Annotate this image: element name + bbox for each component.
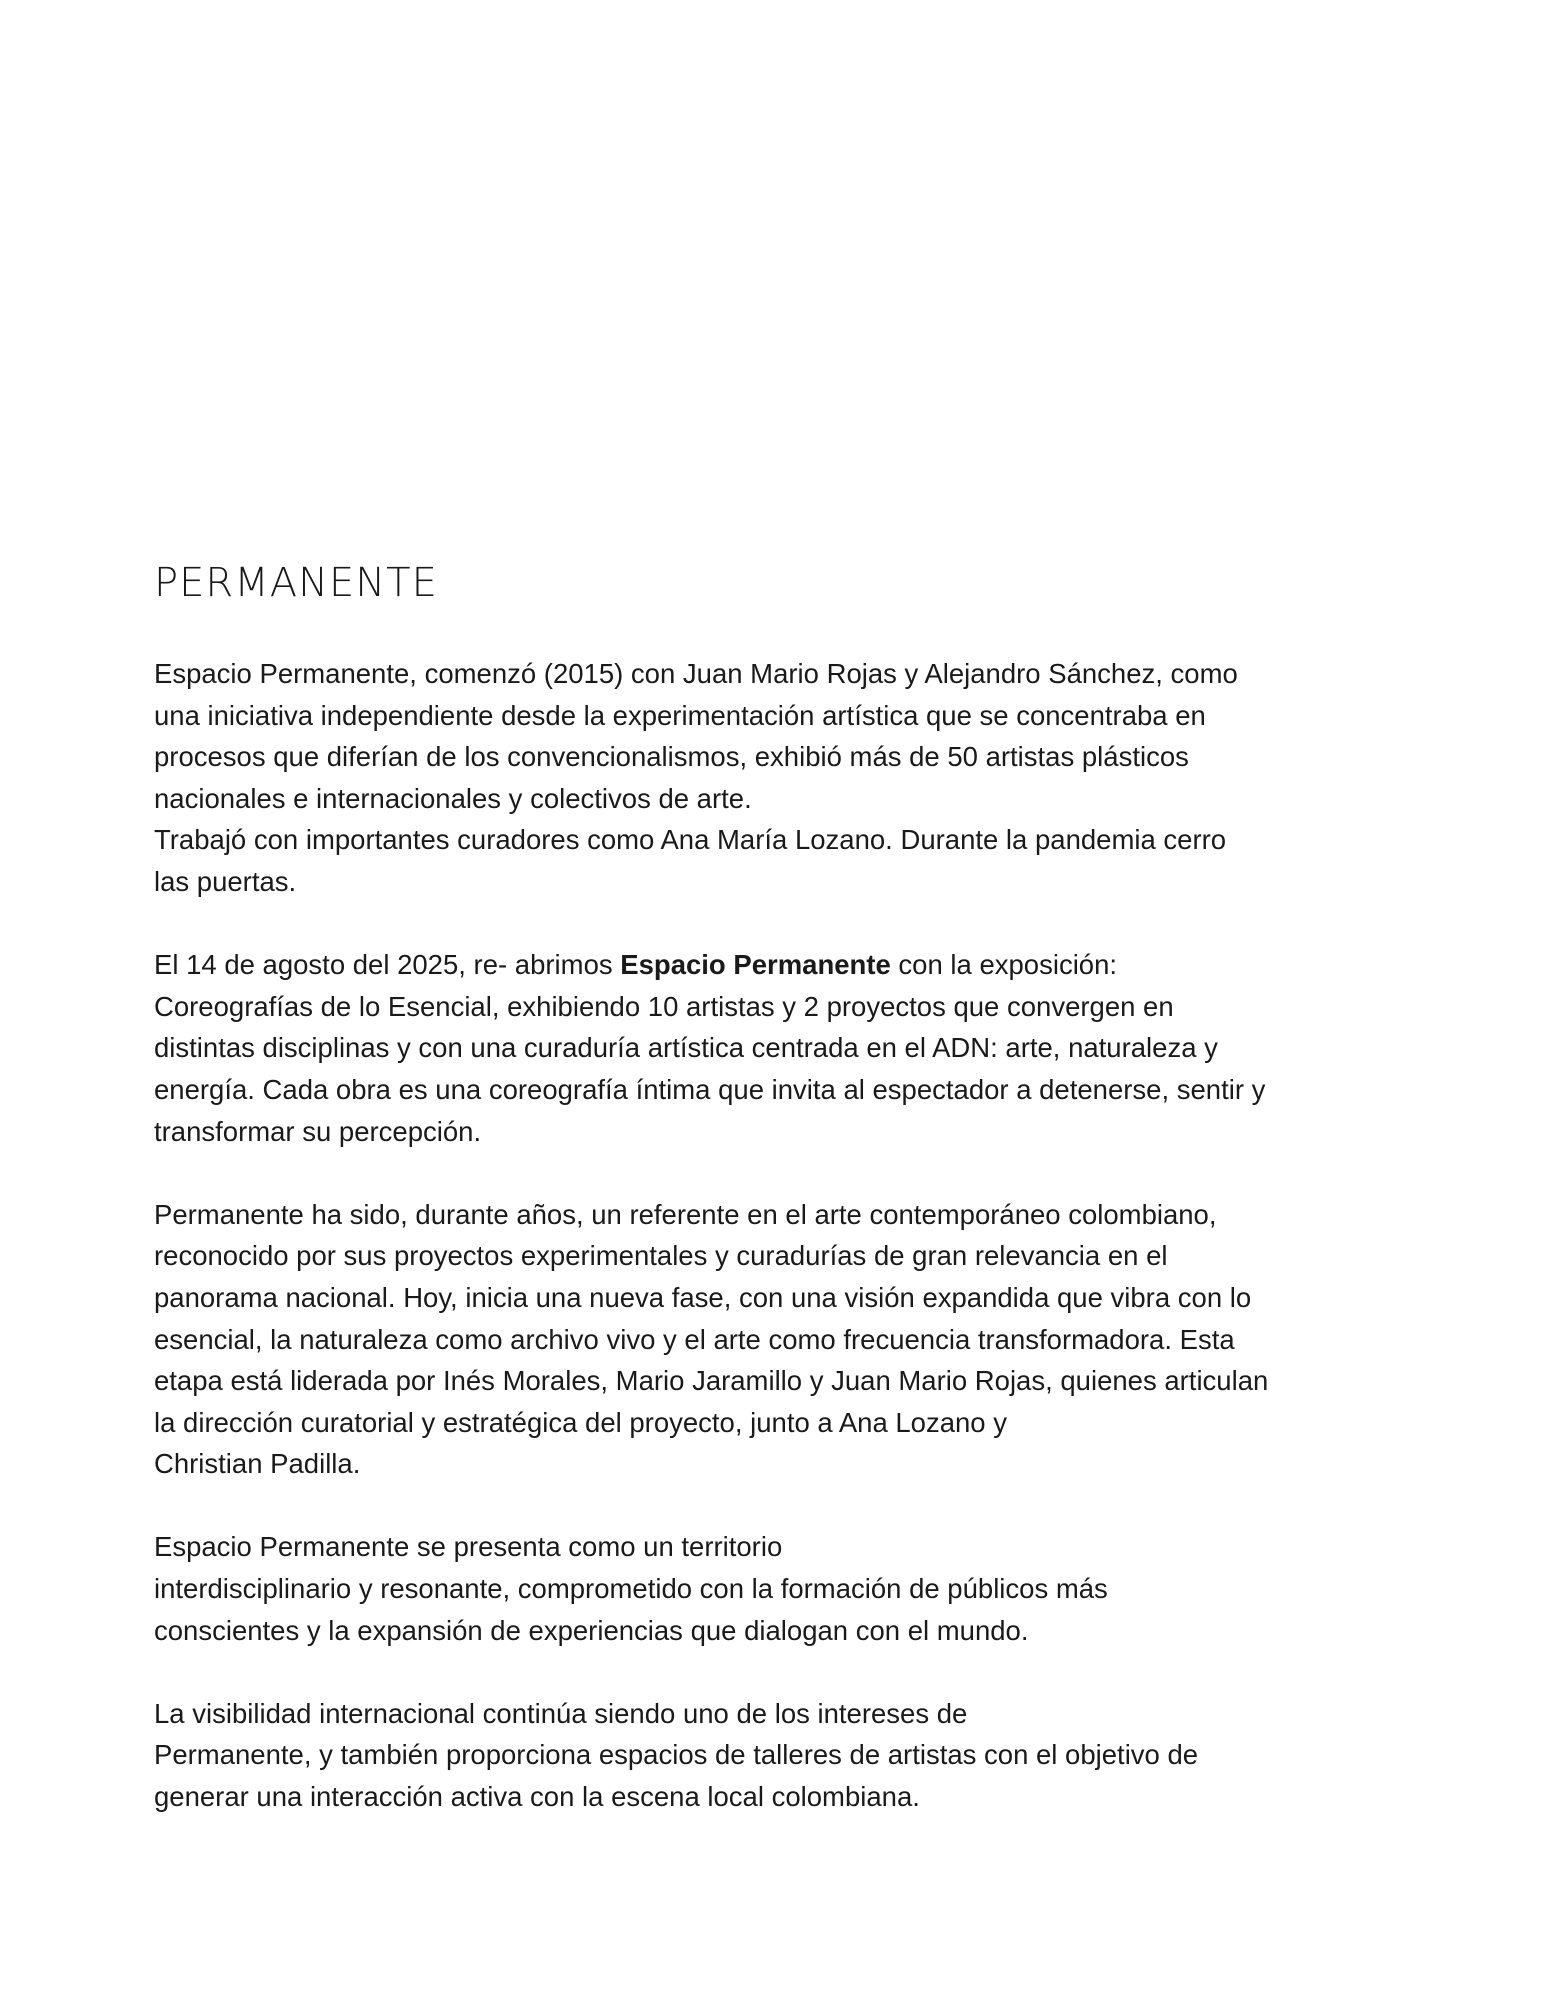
bold-text-espacio-permanente: Espacio Permanente (620, 949, 891, 981)
text-run: El 14 de agosto del 2025, re- abrimos (154, 949, 621, 981)
text-line: etapa está liderada por Inés Morales, Mario Jaramillo y Juan Mario Rojas, quienes articulan (154, 1365, 1269, 1397)
text-line: conscientes y la expansión de experiencias que dialogan con el mundo. (154, 1614, 1029, 1646)
text-line: energía. Cada obra es una coreografía íntima que invita al espectador a detenerse, sentir y (154, 1073, 1266, 1105)
text-line: Permanente, y también proporciona espacios de talleres de artistas con el objetivo de (154, 1739, 1199, 1771)
text-line: Permanente ha sido, durante años, un referente en el arte contemporáneo colombiano, (154, 1198, 1217, 1230)
text-line: Coreografías de lo Esencial, exhibiendo 10 artistas y 2 proyectos que convergen en (154, 990, 1174, 1022)
text-line: Christian Padilla. (154, 1448, 361, 1480)
text-line: las puertas. (154, 865, 297, 897)
page-title: PERMANENTE (154, 560, 438, 606)
paragraph-new-phase (154, 1194, 1404, 1485)
text-line: procesos que diferían de los convencionalismos, exhibió más de 50 artistas plásticos (154, 741, 1189, 773)
document-body (154, 555, 1404, 1859)
text-line: panorama nacional. Hoy, inicia una nueva fase, con una visión expandida que vibra con lo (154, 1281, 1252, 1313)
text-line: Trabajó con importantes curadores como Ana María Lozano. Durante la pandemia cerro (154, 824, 1227, 856)
text-line: distintas disciplinas y con una curaduría artística centrada en el ADN: arte, naturaleza y (154, 1032, 1218, 1064)
text-line: Espacio Permanente se presenta como un territorio (154, 1531, 783, 1563)
text-line: una iniciativa independiente desde la experimentación artística que se concentraba en (154, 699, 1206, 731)
text-line: Espacio Permanente, comenzó (2015) con Juan Mario Rojas y Alejandro Sánchez, como (154, 658, 1238, 689)
text-line: generar una interacción activa con la escena local colombiana. (154, 1781, 920, 1813)
text-run: con la exposición: (890, 949, 1118, 981)
text-line: transformar su percepción. (154, 1115, 482, 1147)
paragraph-international (154, 1693, 1404, 1818)
paragraph-reopening (154, 944, 1404, 1152)
paragraph-history (154, 653, 1404, 903)
text-line: La visibilidad internacional continúa siendo uno de los intereses de (154, 1697, 968, 1729)
text-line: la dirección curatorial y estratégica del proyecto, junto a Ana Lozano y (154, 1406, 1007, 1438)
paragraph-territory (154, 1526, 1404, 1651)
text-line: esencial, la naturaleza como archivo vivo y el arte como frecuencia transformadora. Esta (154, 1323, 1235, 1355)
text-line: interdisciplinario y resonante, comprometido con la formación de públicos más (154, 1573, 1108, 1605)
text-line: reconocido por sus proyectos experimentales y curadurías de gran relevancia en el (154, 1240, 1168, 1272)
text-line (154, 944, 1404, 986)
text-line: nacionales e internacionales y colectivos de arte. (154, 782, 752, 814)
